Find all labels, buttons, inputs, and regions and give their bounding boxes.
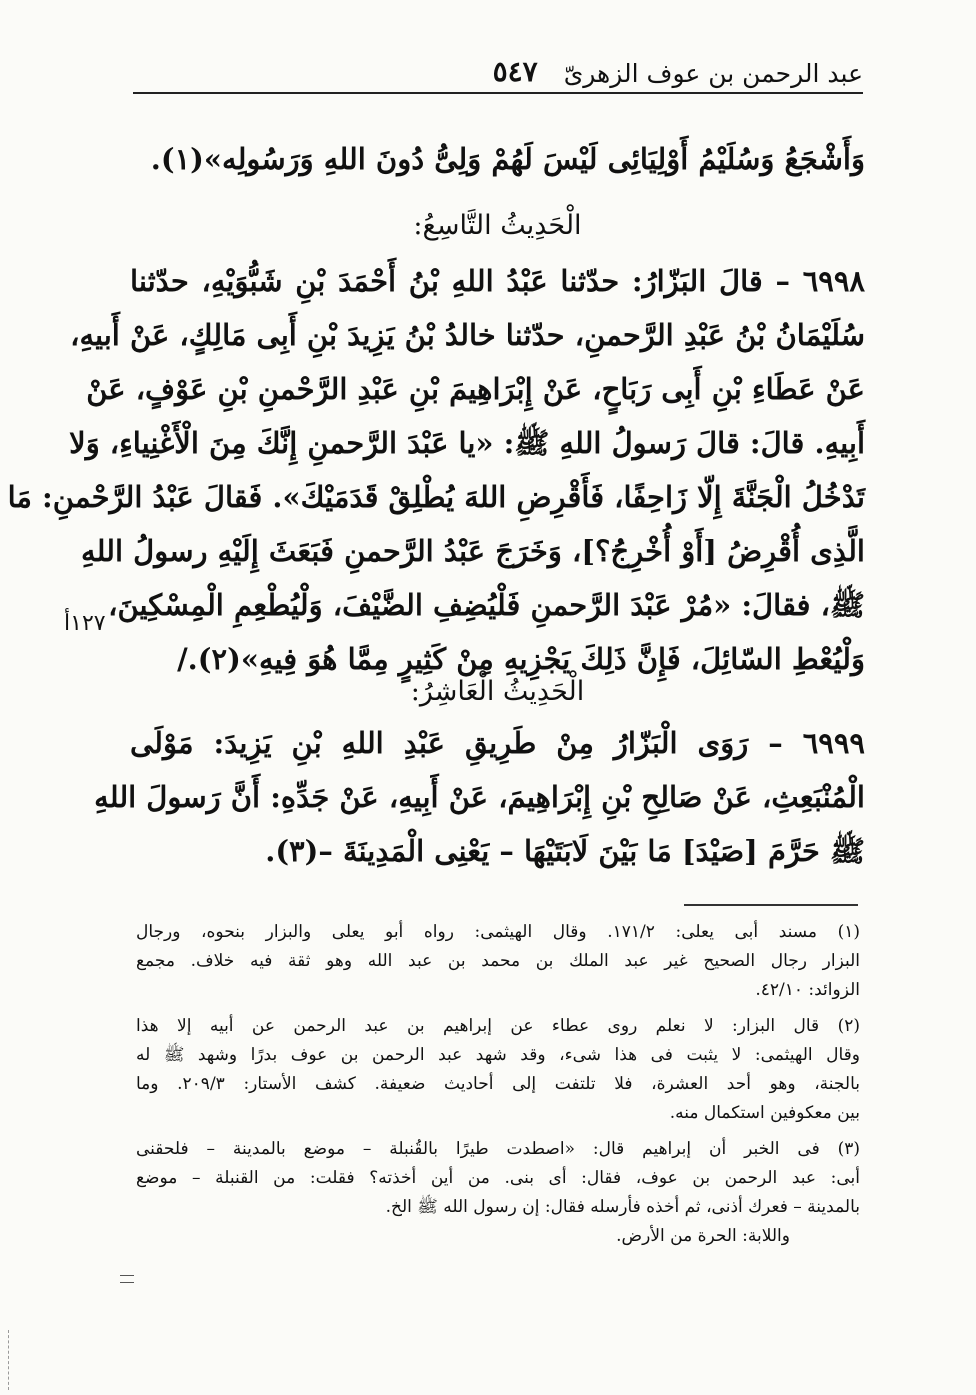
hadith9-line: تَدْخُلُ الْجَنَّةَ إِلّا زَاحِفًا، فَأَقْرِضِ اللهَ يُطْلِقْ قَدَمَيْكَ». فَقالَ عَبْدُ الرَّحْمنِ: مَا bbox=[7, 480, 865, 514]
hadith10-line: ٦٩٩٩ – رَوَى الْبَزّارُ مِنْ طَرِيقِ عَبْدِ اللهِ بْنِ يَزِيدَ: مَوْلَى bbox=[130, 726, 865, 760]
hadith9-line: عَنْ عَطَاءِ بْنِ أَبِى رَبَاحٍ، عَنْ إِبْرَاهِيمَ بْنِ عَبْدِ الرَّحْمنِ بْنِ عَوْفٍ، عَنْ bbox=[86, 372, 865, 406]
footnote-line: بين معكوفين استكمال منه. bbox=[669, 1103, 860, 1123]
footnote-line: بالجنة، وهو أحد العشرة، فلا تلتفت إلى أحاديث ضعيفة. كشف الأستار: ٢٠٩/٣. وما bbox=[136, 1074, 860, 1094]
footnote-line: وقال الهيثمى: لا يثبت فى هذا شىء، وقد شهد عبد الرحمن بن عوف بدرًا وشهد ﷺ له bbox=[136, 1045, 860, 1065]
footnote-2 bbox=[136, 1012, 860, 1128]
footnote-line: الزوائد: ٤٢/١٠. bbox=[755, 980, 860, 1000]
footnote-line: (١) مسند أبى يعلى: ١٧١/٢. وقال الهيثمى: رواه أبو يعلى والبزار بنحوه، ورجال bbox=[136, 922, 861, 942]
hadith9-line: ﷺ، فقالَ: «مُرْ عَبْدَ الرَّحمنِ فَلْيُضِفِ الضَّيْفَ، وَلْيُطْعِمِ الْمِسْكِينَ، bbox=[108, 588, 865, 622]
running-title: عبد الرحمن بن عوف الزهرىّ bbox=[563, 59, 863, 88]
footnote-line: البزار رجال الصحيح غير عبد الملك بن محمد بن عبد الله وهو ثقة فيه خلاف. مجمع bbox=[136, 951, 860, 971]
hadith10-line: الْمُنْبَعِثِ، عَنْ صَالِحِ بْنِ إِبْرَاهِيمَ، عَنْ أَبِيهِ، عَنْ جَدِّهِ: أَنَّ رَسولَ اللهِ bbox=[94, 780, 865, 814]
page-number: ٥٤٧ bbox=[492, 55, 538, 88]
hadith9-heading-wrap bbox=[130, 210, 865, 250]
hadith9-line: الَّذِى أُقْرِضُ [أَوْ أُخْرِجُ؟]، وَخَرَجَ عَبْدُ الرَّحمنِ فَبَعَثَ إِلَيْهِ رسولُ اللهِ bbox=[81, 534, 865, 568]
footnote-line: (٣) فى الخبر أن إبراهيم قال: «اصطدت طيرًا بالقُنبلة – موضع بالمدينة – فلحقنى bbox=[136, 1139, 860, 1159]
hadith9-line: سُلَيْمَانُ بْنُ عَبْدِ الرَّحمنِ، حدّثنا خالدُ بْنُ يَزِيدَ بْنِ أَبِى مَالِكٍ، عَنْ أَبيهِ، bbox=[70, 318, 865, 352]
footnote-separator bbox=[684, 904, 858, 906]
page-header bbox=[133, 50, 863, 94]
hadith9-line: ٦٩٩٨ – قالَ البَزّارُ: حدّثنا عَبْدُ اللهِ بْنُ أَحْمَدَ بْنِ شَبُّوَيْهِ، حدّثنا bbox=[130, 264, 865, 298]
footnote-1 bbox=[136, 918, 860, 1005]
footnote-line: بالمدينة – فعرك أذنى، ثم أخذه فأرسله فقال: إن رسول الله ﷺ الخ. bbox=[385, 1197, 860, 1217]
footnote-line: واللابة: الحرة من الأرض. bbox=[616, 1226, 790, 1246]
scan-edge-mark bbox=[8, 1330, 10, 1390]
hadith10-heading: الْحَدِيثُ الْعَاشِرُ: bbox=[410, 676, 585, 707]
page-mark bbox=[120, 1275, 134, 1283]
hadith9-heading: الْحَدِيثُ التَّاسِعُ: bbox=[413, 210, 582, 241]
footnote-line: أبى: عبد الرحمن بن عوف، فقال: أى بنى. من أين أخذته؟ فقلت: من القنبلة – موضع bbox=[136, 1168, 860, 1188]
opening-text: وَأَشْجَعُ وَسُلَيْمُ أَوْلِيَائِى لَيْسَ لَهُمْ وَلِىُّ دُونَ اللهِ وَرَسُولِه»(١). bbox=[150, 142, 865, 176]
opening-line bbox=[130, 132, 865, 186]
manuscript-folio-note: ١٢٧أ bbox=[64, 611, 106, 636]
footnote-line: (٢) قال البزار: لا نعلم روى عطاء عن إبراهيم بن عبد الرحمن عن أبيه إلا هذا bbox=[136, 1016, 860, 1036]
hadith9-line: أَبِيهِ. قالَ: قالَ رَسولُ اللهِ ﷺ: «يا عَبْدَ الرَّحمنِ إِنَّكَ مِنَ الْأَغْنِياءِ، وَلا bbox=[69, 426, 865, 460]
hadith9-line: وَلْيُعْطِ السّائِلَ، فَإِنَّ ذَلِكَ يَجْزِيهِ مِنْ كَثِيرٍ مِمَّا هُوَ فِيهِ»(٢)./ bbox=[177, 642, 865, 676]
hadith10-body bbox=[94, 716, 865, 878]
hadith10-heading-wrap bbox=[130, 676, 865, 716]
footnotes bbox=[136, 918, 860, 1258]
hadith10-line: ﷺ حَرَّمَ [صَيْدَ] مَا بَيْنَ لَابَتَيْهَا – يَعْنِى الْمَدِينَةَ –(٣). bbox=[265, 834, 865, 868]
footnote-3 bbox=[136, 1135, 860, 1251]
